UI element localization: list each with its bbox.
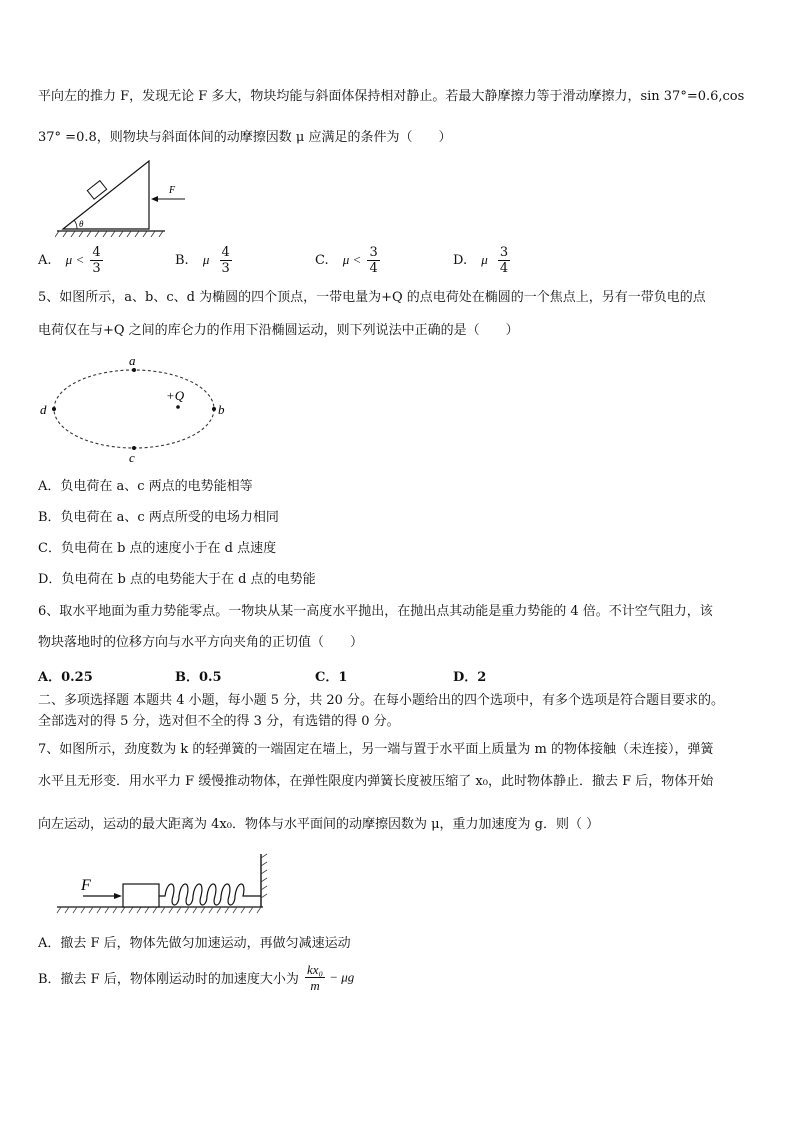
label-plus-q: +Q [166,388,185,403]
spring-figure [55,850,270,916]
section2-instructions-line2: 全部选对的得 5 分，选对但不全的得 3 分，有选错的得 0 分。 [38,714,400,729]
q4-stem-line2: 37° =0.8，则物块与斜面体间的动摩擦因数 μ 应满足的条件为（ ） [38,130,452,145]
q5-option-d[interactable]: D．负电荷在 b 点的电势能大于在 d 点的电势能 [38,572,316,587]
q4-option-c[interactable]: C. μ < $\frac{3}{4}$ [315,245,378,276]
q5-option-b[interactable]: B．负电荷在 a、c 两点所受的电场力相同 [38,510,279,525]
incline-figure [55,157,195,239]
label-c: c [129,450,135,464]
q6-stem-line1: 6、取水平地面为重力势能零点。一物块从某一高度水平抛出，在抛出点其动能是重力势能的 4 倍。不计空气阻力，该 [38,604,713,619]
q6-option-d[interactable]: D．2 [453,670,487,685]
q7-stem-line3: 向左运动，运动的最大距离为 4x₀．物体与水平面间的动摩擦因数为 μ，重力加速度为 g．则（ ） [38,817,600,832]
q7-stem-line2: 水平且无形变．用水平力 F 缓慢推动物体，在弹性限度内弹簧长度被压缩了 x₀，此时物体静止．撤去 F 后，物体开始 [38,774,714,789]
q4-stem-line1: 平向左的推力 F，发现无论 F 多大，物块均能与斜面体保持相对静止。若最大静摩擦力等于滑动摩擦力，sin 37°=0.6,cos [38,89,745,104]
q6-option-b[interactable]: B．0.5 [175,670,222,685]
q4-option-b[interactable]: B. μ $\frac{4}{3}$ [175,245,230,276]
wedge-shape [63,161,149,229]
label-a: a [129,353,136,368]
q4-option-a[interactable]: A. μ < $\frac{4}{3}$ [38,245,101,276]
angle-label: θ [79,219,84,229]
section2-instructions-line1: 二、多项选择题 本题共 4 小题，每小题 5 分，共 20 分。在每小题给出的四个选项中，有多个选项是符合题目要求的。 [38,693,725,708]
q5-option-c[interactable]: C．负电荷在 b 点的速度小于在 d 点速度 [38,541,277,556]
mass-block [123,884,159,907]
q6-stem-line2: 物块落地时的位移方向与水平方向夹角的正切值（ ） [38,635,364,650]
label-b: b [218,402,225,417]
q7-option-a[interactable]: A．撤去 F 后，物体先做匀加速运动，再做匀减速运动 [38,936,351,951]
q5-stem-line2: 电荷仅在与+Q 之间的库仑力的作用下沿椭圆运动，则下列说法中正确的是（ ） [38,323,519,338]
q7-option-b[interactable]: B．撤去 F 后，物体刚运动时的加速度大小为 $\frac{\text{kx₀}}{m}$ − μg [38,962,355,993]
q5-option-a[interactable]: A．负电荷在 a、c 两点的电势能相等 [38,479,253,494]
charge-q [176,405,180,409]
label-d: d [40,402,47,417]
q5-stem-line1: 5、如图所示，a、b、c、d 为椭圆的四个顶点，一带电量为+Q 的点电荷处在椭圆的一个焦点上，另有一带负电的点 [38,290,706,305]
spring-coil [159,884,261,905]
force-label: F [169,185,176,196]
ellipse-figure [38,352,238,464]
push-force-label: F [81,877,91,894]
q7-stem-line1: 7、如图所示，劲度数为 k 的轻弹簧的一端固定在墙上，另一端与置于水平面上质量为 m 的物体接触（未连接），弹簧 [38,742,714,757]
q6-option-a[interactable]: A．0.25 [38,670,93,685]
q4-option-d[interactable]: D. μ $\frac{3}{4}$ [453,245,509,276]
q6-option-c[interactable]: C．1 [315,670,348,685]
orbit-ellipse [54,370,214,448]
